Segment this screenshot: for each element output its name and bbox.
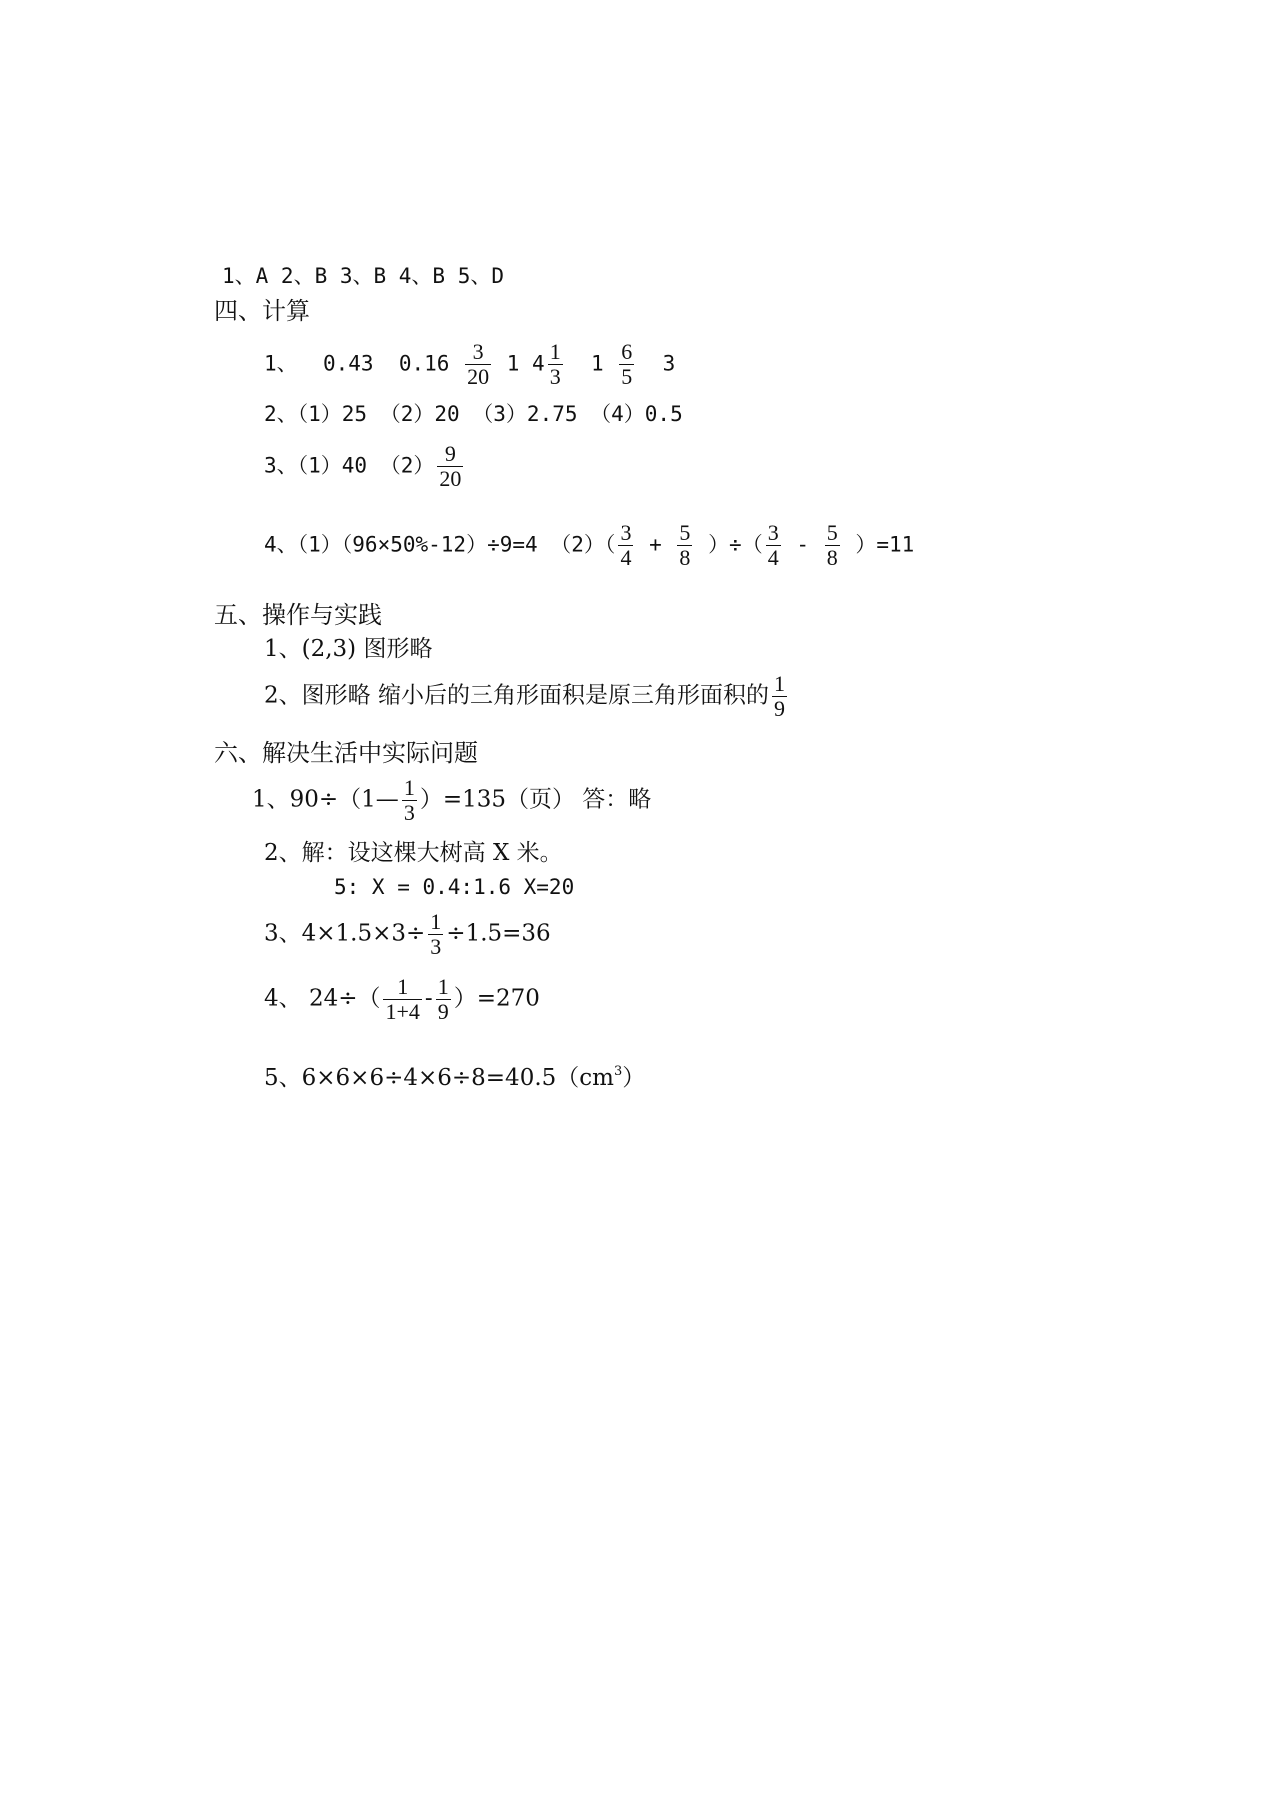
fraction: $\frac{1}{3}$ [549,339,561,389]
section-6-title: 六、解决生活中实际问题 [214,739,478,767]
sec5-q2: 2、图形略 缩小后的三角形面积是原三角形面积的 $\frac{1}{9}$ [264,671,785,721]
fraction: $\frac{3}{20}$ [467,339,490,389]
fraction: $\frac{3}{4}$ [620,520,632,570]
fraction: $\frac{1}{3}$ [403,775,415,825]
fraction: $\frac{9}{20}$ [439,441,462,491]
fraction: $\frac{1}{9}$ [773,671,785,721]
sec6-q2-line2: 5: X = 0.4:1.6 X=20 [334,875,575,899]
sec6-q1: 1、90÷（1— $\frac{1}{3}$ ）=135（页） 答：略 [252,775,652,825]
fraction: $\frac{5}{8}$ [679,520,691,570]
sec6-q4: 4、 24÷（ $\frac{1}{1+4}$ - $\frac{1}{9}$ ）=270 [264,974,540,1024]
fraction: $\frac{6}{5}$ [621,339,633,389]
sec4-q1: 1、 0.43 0.16 $\frac{3}{20}$ 1 4 $\frac{1}{3}$ 1 $\frac{6}{5}$ 3 [264,339,676,389]
sec4-q2: 2、（1）25 （2）20 （3）2.75 （4）0.5 [264,402,683,426]
section-4-title: 四、计算 [214,297,310,325]
sec5-q1: 1、(2,3) 图形略 [264,636,433,662]
section-5-title: 五、操作与实践 [214,601,382,629]
sec6-q3: 3、4×1.5×3÷ $\frac{1}{3}$ ÷1.5=36 [264,909,551,959]
multiple-choice-answers: 1、A 2、B 3、B 4、B 5、D [222,264,505,288]
fraction: $\frac{1}{9}$ [437,974,449,1024]
fraction: $\frac{1}{3}$ [430,909,442,959]
sec6-q5: 5、$6\times 6\times 6\div 4\times 6\div 8=40.5(cm^3)$ [264,1064,646,1091]
sec4-q3: 3、（1）40 （2） $\frac{9}{20}$ [264,441,462,491]
fraction: $\frac{5}{8}$ [826,520,838,570]
sec4-q4: 4、（1）（96×50%-12）÷9=4 （2）（ $\frac{3}{4}$ + $\frac{5}{8}$ ）÷（ $\frac{3}{4}$ - $\frac{5}{8}$ ）=11 [264,520,915,570]
fraction: $\frac{3}{4}$ [767,520,779,570]
sec6-q2-line1: 2、解：设这棵大树高 X 米。 [264,840,563,866]
fraction: $\frac{1}{1+4}$ [385,974,420,1024]
